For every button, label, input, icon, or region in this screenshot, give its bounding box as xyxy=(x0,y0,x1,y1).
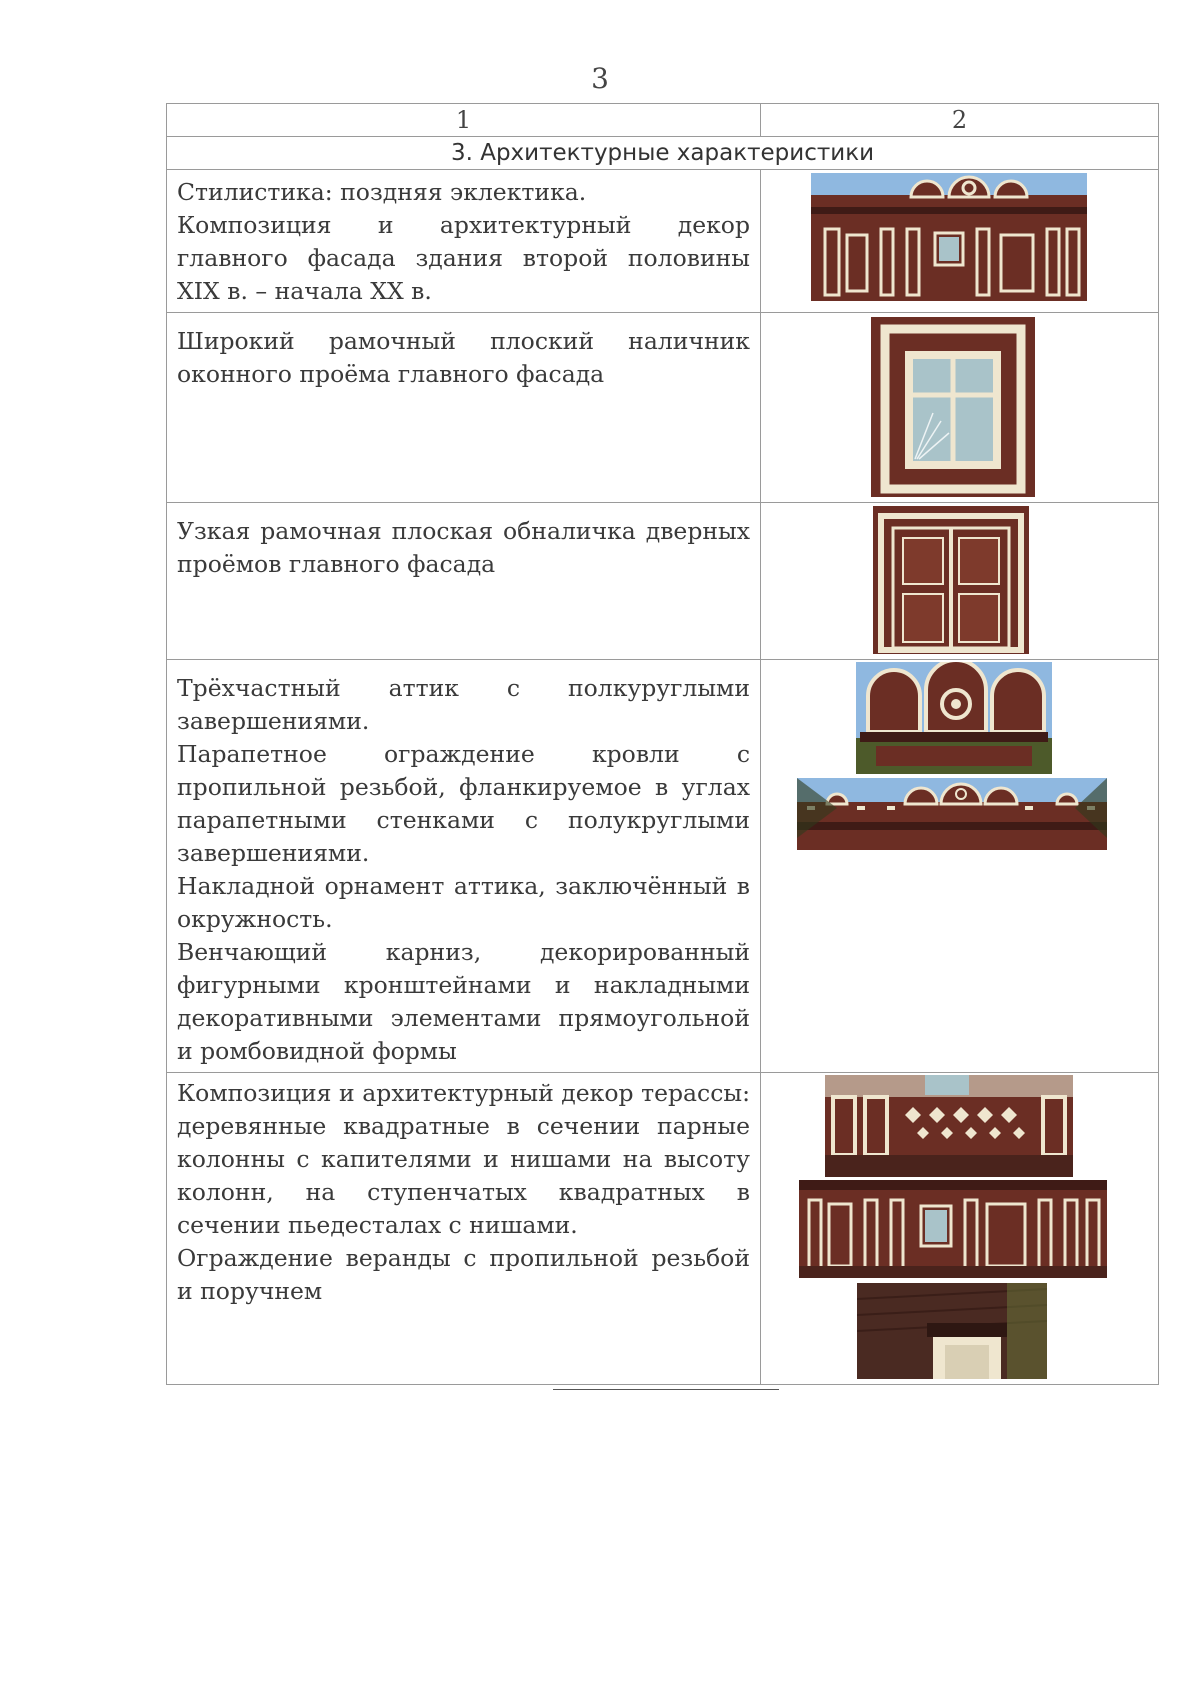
photo-cell xyxy=(761,313,1159,503)
photo-door-frame xyxy=(873,506,1029,654)
photo-cell xyxy=(761,660,1159,1073)
table-row xyxy=(167,660,1159,1073)
description-paragraph: Стилистика: поздняя эклектика. xyxy=(177,178,587,206)
photo-terrace-balustrade xyxy=(825,1075,1073,1177)
description-cell xyxy=(167,503,761,660)
description-cell xyxy=(167,170,761,313)
photo-terrace-facade xyxy=(799,1180,1107,1278)
photo-parapet-wide xyxy=(797,778,1107,850)
table-row xyxy=(167,1073,1159,1385)
description-cell xyxy=(167,660,761,1073)
description-paragraph: Ограждение веранды с пропильной резьбой и поручнем xyxy=(177,1244,750,1305)
description-paragraph: Накладной орнамент аттика, заключённый в окружность. xyxy=(177,872,750,933)
photo-column-capital xyxy=(857,1283,1047,1379)
description-cell xyxy=(167,313,761,503)
column-header-2: 2 xyxy=(761,104,1159,137)
table-row xyxy=(167,313,1159,503)
photo-cell xyxy=(761,503,1159,660)
description-paragraph: Широкий рамочный плоский наличник оконного проёма главного фасада xyxy=(177,327,750,388)
description-paragraph: Трёхчастный аттик с полкуруглыми завершениями. xyxy=(177,674,750,735)
column-header-1: 1 xyxy=(167,104,761,137)
photo-cell xyxy=(761,1073,1159,1385)
characteristics-table xyxy=(166,103,1159,1385)
description-paragraph: Композиция и архитектурный декор терассы: деревянные квадратные в сечении парные колонны с капителями и нишами на высоту колонн, на ступенчатых квадратных в сечении пьедесталах с нишами. xyxy=(177,1079,750,1239)
photo-facade-main xyxy=(811,173,1087,301)
description-cell xyxy=(167,1073,761,1385)
photo-attic-closeup xyxy=(856,662,1052,774)
table-row xyxy=(167,503,1159,660)
table-row xyxy=(167,170,1159,313)
section-row xyxy=(167,137,1159,170)
description-paragraph: Венчающий карниз, декорированный фигурными кронштейнами и накладными декоративными элементами прямоугольной и ромбовидной формы xyxy=(177,938,750,1065)
footer-divider xyxy=(553,1389,779,1390)
section-title: 3. Архитектурные характеристики xyxy=(167,137,1159,170)
page-number: 3 xyxy=(591,62,609,95)
description-paragraph: Узкая рамочная плоская обналичка дверных проёмов главного фасада xyxy=(177,517,750,578)
description-paragraph: Композиция и архитектурный декор главного фасада здания второй половины XIX в. – начала XX в. xyxy=(177,211,750,305)
table-header-row xyxy=(167,104,1159,137)
photo-cell xyxy=(761,170,1159,313)
description-paragraph: Парапетное ограждение кровли с пропильной резьбой, фланкируемое в углах парапетными стенками с полукруглыми завершениями. xyxy=(177,740,750,867)
photo-window-frame xyxy=(871,317,1035,497)
